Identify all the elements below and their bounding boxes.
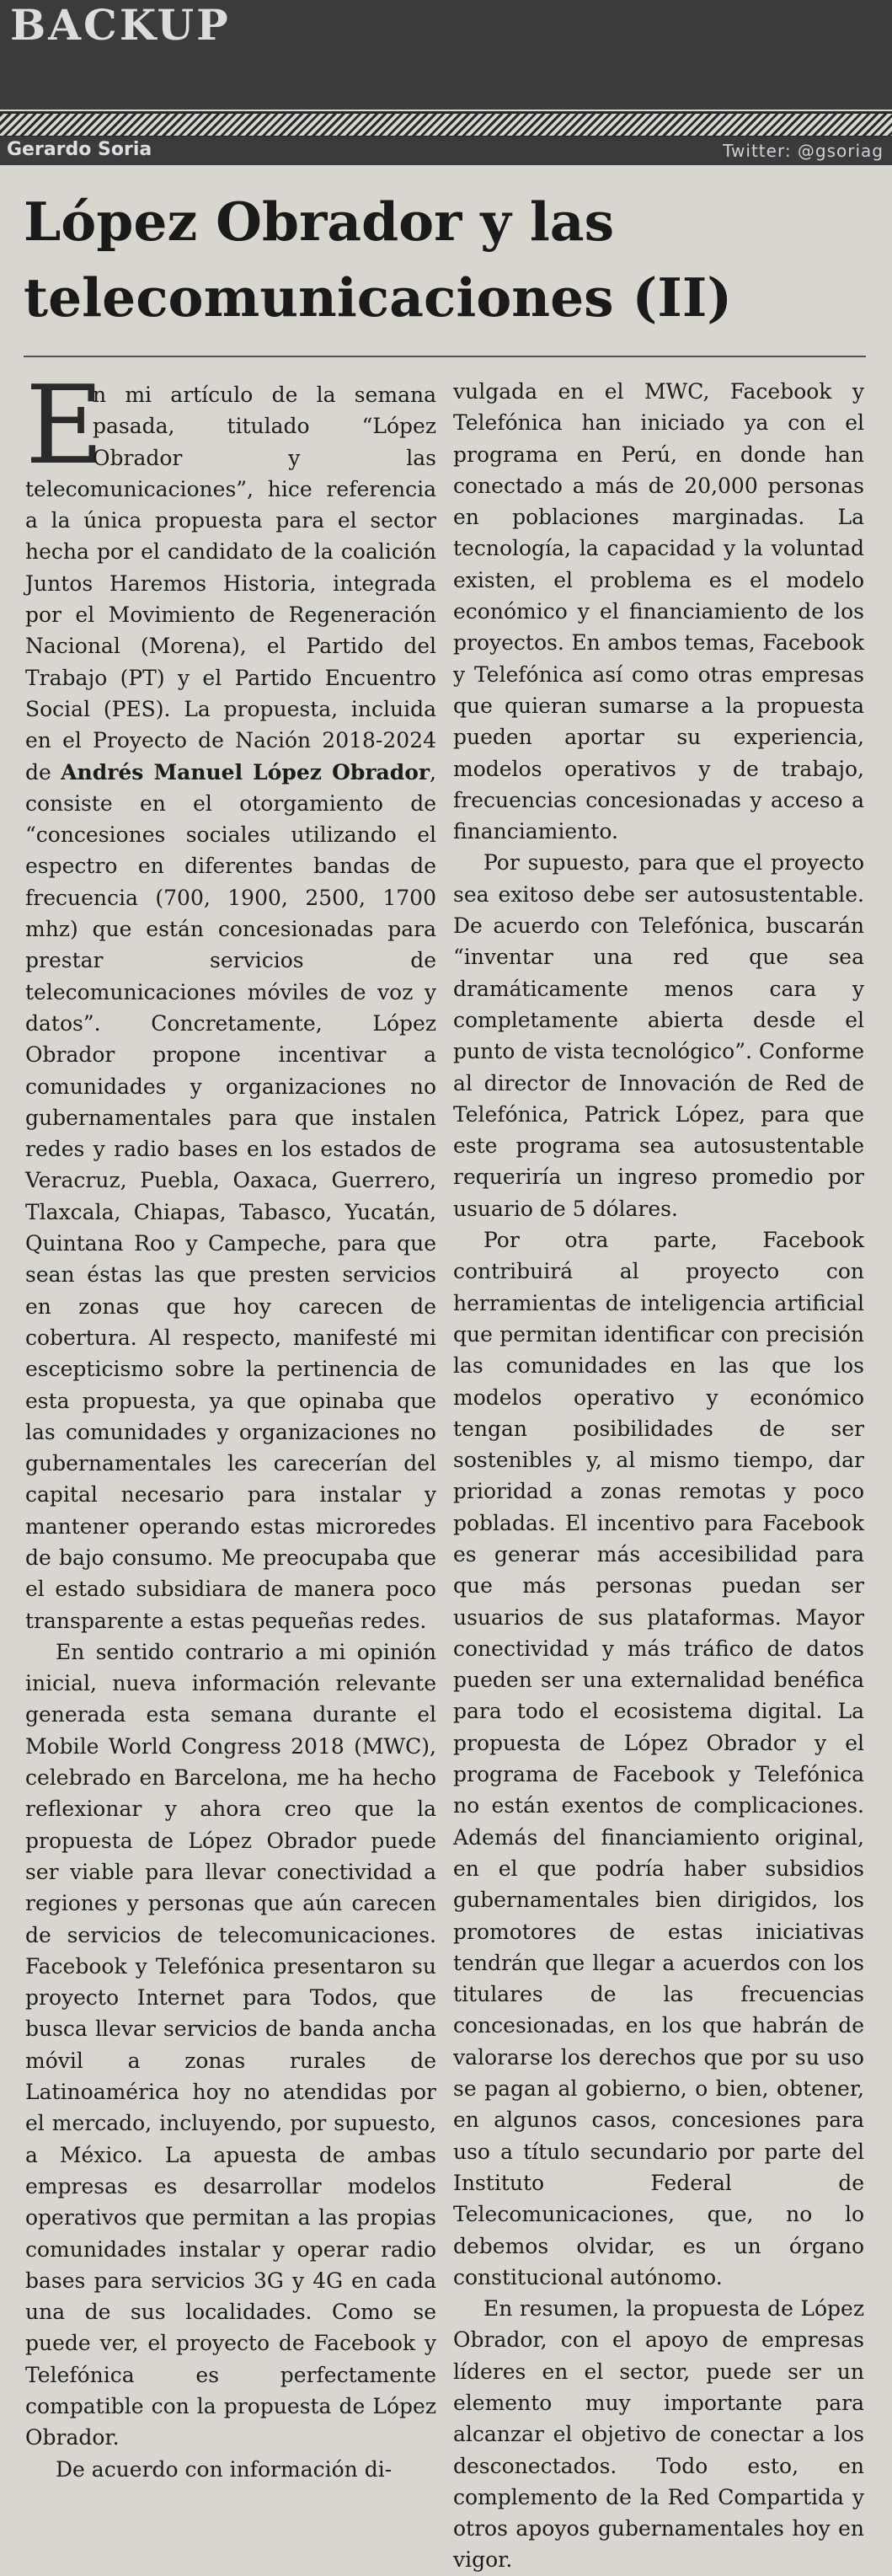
- paragraph-3-continued: vulgada en el MWC, Facebook y Telefónica han iniciado ya con el programa en Perú, en donde han conectado a más de 20,000 personas en poblaciones marginadas. La tecnología, la capacidad y la voluntad existen, el problema es el modelo económico y el financiamiento de los proyectos. En ambos temas, Facebook y Telefónica así como otras empresas que quieran sumarse a la propuesta pueden aportar su experiencia, modelos operativos y de trabajo, frecuencias concesionadas y acceso a financiamiento.: [453, 379, 864, 844]
- paragraph-2: En sentido contrario a mi opinión inicial, nueva información relevante generada esta semana durante el Mobile World Congress 2018 (MWC), celebrado en Barcelona, me ha hecho reflexionar y ahora creo que la propuesta de López Obrador puede ser viable para llevar conectividad a regiones y personas que aún carecen de servicios de telecomunicaciones. Facebook y Telefónica presentaron su proyecto Internet para Todos, que busca llevar servicios de banda ancha móvil a zonas rurales de Latinoamérica hoy no atendidas por el mercado, incluyendo, por supuesto, a México. La apuesta de ambas empresas es desarrollar modelos operativos que permitan a las propias comunidades instalar y operar radio bases para servicios 3G y 4G en cada una de sus localidades. Como se puede ver, el proyecto de Facebook y Telefónica es perfectamente compatible con la propuesta de López Obrador.: [25, 1639, 436, 2450]
- paragraph-1: [25, 363, 436, 1636]
- section-header: [0, 0, 892, 110]
- candidate-name-bold: Andrés Manuel López Obrador: [61, 759, 430, 785]
- paragraph-3-start: De acuerdo con información di-: [56, 2456, 393, 2482]
- article-column-right: [453, 376, 864, 2576]
- paragraph-1-text: n mi artículo de la semana pasada, titulado “López Obrador y las telecomunicaciones”, hice referencia a la única propuesta para el sector hecha por el candidato de la coalición Juntos Haremos Historia, integrada por el Movimiento de Regeneración Nacional (Morena), el Partido del Trabajo (PT) y el Partido Encuentro Social (PES). La propuesta, incluida en el Proyecto de Nación 2018-2024 de: [25, 383, 436, 785]
- author-name: Gerardo Soria: [7, 139, 152, 160]
- paragraph-5: Por otra parte, Facebook contribuirá al proyecto con herramientas de inteligencia artificial que permitan identificar con precisión las comunidades en las que los modelos operativo y económico tengan posibilidades de ser sostenibles y, al mismo tiempo, dar prioridad a zonas remotas y poco pobladas. El incentivo para Facebook es generar más accesibilidad para que más personas puedan ser usuarios de sus plataformas. Mayor conectividad y más tráfico de datos pueden ser una externalidad benéfica para todo el ecosistema digital. La propuesta de López Obrador y el programa de Facebook y Telefónica no están exentos de complicaciones. Además del financiamiento original, en el que podría haber subsidios gubernamentales bien dirigidos, los promotores de estas iniciativas tendrán que llegar a acuerdos con los titulares de las frecuencias concesionadas, en los que habrán de valorarse los derechos que por su uso se pagan al gobierno, o bien, obtener, en algunos casos, concesiones para uso a título secundario por parte del Instituto Federal de Telecomunicaciones, que, no lo debemos olvidar, es un órgano constitucional autónomo.: [453, 1228, 864, 2289]
- author-twitter-handle: Twitter: @gsoriag: [723, 141, 884, 161]
- article-headline: López Obrador y las telecomunicaciones (II): [24, 190, 733, 329]
- paragraph-1-text-cont: , consiste en el otorgamiento de “concesiones sociales utilizando el espectro en diferentes bandas de frecuencia (700, 1900, 2500, 1700 mhz) que están concesionadas para prestar servicios de telecomunicaciones móviles de voz y datos”. Concretamente, López Obrador propone incentivar a comunidades y organizaciones no gubernamentales para que instalen redes y radio bases en los estados de Veracruz, Puebla, Oaxaca, Guerrero, Tlaxcala, Chiapas, Tabasco, Yucatán, Quintana Roo y Campeche, para que sean éstas las que presten servicios en zonas que hoy carecen de cobertura. Al respecto, manifesté mi escepticismo sobre la pertinencia de esta propuesta, ya que opinaba que las comunidades y organizaciones no gubernamentales les carecerían del capital necesario para instalar y mantener operando estas microredes de bajo consumo. Me preocupaba que el estado subsidiara de manera poco transparente a estas pequeñas redes.: [25, 759, 436, 1633]
- byline-bar: [0, 137, 892, 165]
- paragraph-4: Por supuesto, para que el proyecto sea exitoso debe ser autosustentable. De acuerdo con Telefónica, buscarán “inventar una red que sea dramáticamente menos cara y completamente abierta desde el punto de vista tecnológico”. Conforme al director de Innovación de Red de Telefónica, Patrick López, para que este programa sea autosustentable requeriría un ingreso promedio por usuario de 5 dólares.: [453, 850, 864, 1221]
- decorative-stripe-divider: [0, 111, 892, 138]
- drop-cap: E: [25, 363, 104, 489]
- section-label: BACKUP: [10, 0, 231, 50]
- paragraph-6: En resumen, la propuesta de López Obrador, con el apoyo de empresas líderes en el sector, puede ser un elemento muy importante para alcanzar el objetivo de conectar a los desconectados. Todo esto, en complemento de la Red Compartida y otros apoyos gubernamentales hoy en vigor.: [453, 2296, 864, 2573]
- article-column-left: [25, 363, 436, 2485]
- headline-rule: [24, 356, 866, 357]
